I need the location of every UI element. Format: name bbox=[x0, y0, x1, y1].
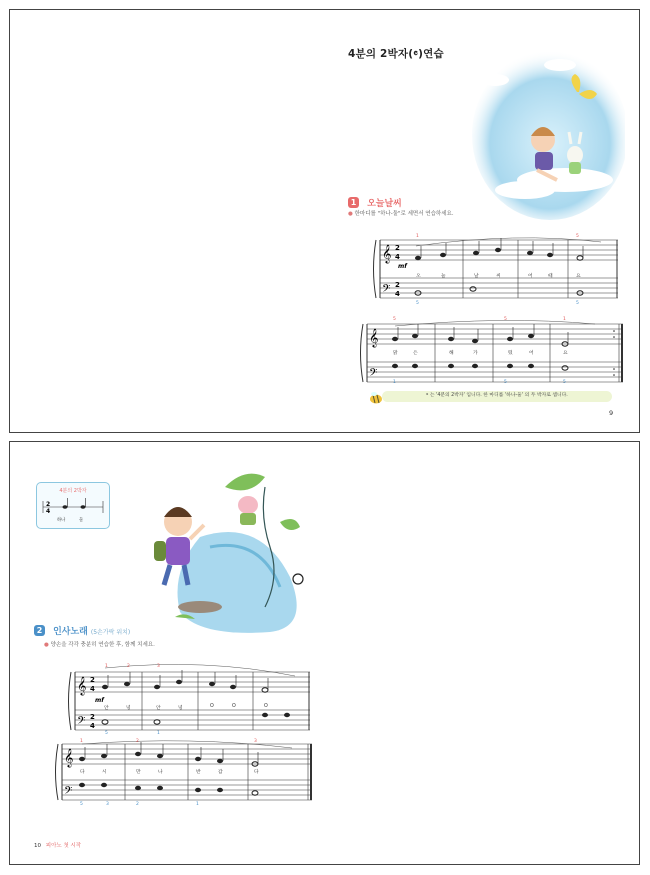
grand-staff-2 bbox=[50, 738, 320, 804]
lyric: 늘 bbox=[441, 274, 446, 279]
lyric: 때 bbox=[548, 274, 553, 279]
lyric: 반 bbox=[196, 770, 201, 775]
lyric: O bbox=[264, 704, 268, 709]
lyric: 다 bbox=[254, 770, 259, 775]
treble-clef-icon: 𝄞 bbox=[382, 244, 392, 263]
lyric: 시 bbox=[102, 770, 107, 775]
boy-waving-illustration bbox=[130, 467, 315, 637]
treble-clef-icon: 𝄞 bbox=[64, 748, 74, 767]
treble-clef-icon: 𝄞 bbox=[77, 676, 87, 695]
lyric: 갑 bbox=[218, 770, 223, 775]
finger-number: 5 bbox=[105, 731, 108, 736]
svg-text:2: 2 bbox=[395, 244, 400, 252]
kids-on-cloud-illustration bbox=[465, 40, 625, 220]
finger-number: 5 bbox=[393, 317, 396, 322]
lyric: 씨 bbox=[496, 274, 501, 279]
finger-number: 5 bbox=[504, 380, 507, 385]
time-signature-box bbox=[36, 482, 110, 529]
book-page-10 bbox=[9, 441, 640, 865]
lyric: 오 bbox=[416, 274, 421, 279]
box-title: 4분의 2박자 bbox=[59, 488, 87, 494]
lyric: 녕 bbox=[178, 706, 183, 711]
svg-text:2: 2 bbox=[46, 501, 51, 508]
count-word: 둘 bbox=[79, 518, 84, 523]
finger-number: 5 bbox=[416, 301, 419, 306]
finger-number: 3 bbox=[157, 664, 160, 669]
song-instruction: ● 양손을 각각 충분히 연습한 후, 함께 치세요. bbox=[44, 642, 155, 648]
svg-text:4: 4 bbox=[395, 253, 400, 261]
book-page-9 bbox=[9, 9, 640, 433]
lyric: O bbox=[210, 704, 214, 709]
lyric: 안 bbox=[104, 706, 109, 711]
finger-number: 3 bbox=[106, 802, 109, 807]
lyric: 만 bbox=[136, 770, 141, 775]
book-title: 피아노 첫 시작 bbox=[45, 843, 82, 849]
finger-number: 1 bbox=[393, 380, 396, 385]
grand-staff-1 bbox=[65, 662, 315, 734]
finger-number: 5 bbox=[576, 234, 579, 239]
lyric: 날 bbox=[474, 274, 479, 279]
finger-number: 1 bbox=[196, 802, 199, 807]
treble-clef-icon: 𝄞 bbox=[369, 328, 379, 347]
svg-text:2: 2 bbox=[395, 281, 400, 289]
lyric: 다 bbox=[80, 770, 85, 775]
song-heading bbox=[34, 620, 130, 639]
lyric: 떴 bbox=[508, 351, 513, 356]
lyric: 안 bbox=[156, 706, 161, 711]
finger-number: 2 bbox=[136, 802, 139, 807]
song-subtitle: (5손가락 위치) bbox=[90, 629, 131, 636]
time-signature-tip: 𝄴 는 '4분의 2박자' 입니다. 한 마디를 '하나-둘' 의 두 박자로 셉니다. bbox=[382, 391, 612, 402]
song-title: 인사노래 bbox=[53, 627, 88, 637]
finger-number: 1 bbox=[157, 731, 160, 736]
lyric: 나 bbox=[158, 770, 163, 775]
lyric: 녕 bbox=[126, 706, 131, 711]
bass-clef-icon: 𝄢 bbox=[77, 715, 86, 730]
bass-clef-icon: 𝄢 bbox=[382, 283, 391, 298]
finger-number: 5 bbox=[80, 802, 83, 807]
lyric: 요 bbox=[563, 351, 568, 356]
grand-staff-1 bbox=[368, 232, 618, 302]
lyric: 은 bbox=[413, 351, 418, 356]
svg-text:mf: mf bbox=[95, 697, 104, 704]
svg-text:4: 4 bbox=[46, 508, 51, 515]
finger-number: 1 bbox=[563, 317, 566, 322]
bass-clef-icon: 𝄢 bbox=[64, 785, 73, 800]
song-instruction: ● 한마디를 "하나-둘"로 세면서 연습하세요. bbox=[348, 211, 454, 217]
lyric: O bbox=[232, 704, 236, 709]
section-title: 4분의 2박자(𝄴)연습 bbox=[348, 48, 444, 60]
svg-text:4: 4 bbox=[395, 290, 400, 298]
svg-text:2: 2 bbox=[90, 713, 95, 721]
page-footer bbox=[34, 841, 81, 849]
lyric: 가 bbox=[473, 351, 478, 356]
page-number: 10 bbox=[34, 843, 41, 849]
finger-number: 1 bbox=[105, 664, 108, 669]
lyric: 요 bbox=[576, 274, 581, 279]
svg-text:4: 4 bbox=[90, 722, 95, 730]
finger-number: 2 bbox=[136, 739, 139, 744]
svg-text:2: 2 bbox=[90, 676, 95, 684]
finger-number: 2 bbox=[127, 664, 130, 669]
lyric: 어 bbox=[528, 274, 533, 279]
svg-text:mf: mf bbox=[398, 263, 407, 270]
song-number-badge: 2 bbox=[34, 625, 45, 636]
mini-staff bbox=[37, 496, 109, 518]
cupcake-icon: ● bbox=[348, 211, 353, 217]
lyric: 맑 bbox=[393, 351, 398, 356]
cupcake-icon: ● bbox=[44, 642, 49, 648]
lyric: 어 bbox=[529, 351, 534, 356]
finger-number: 1 bbox=[416, 234, 419, 239]
lyric: 해 bbox=[449, 351, 454, 356]
finger-number: 5 bbox=[504, 317, 507, 322]
finger-number: 5 bbox=[563, 380, 566, 385]
finger-number: 5 bbox=[576, 301, 579, 306]
finger-number: 1 bbox=[80, 739, 83, 744]
finger-number: 3 bbox=[254, 739, 257, 744]
count-word: 하나 bbox=[57, 518, 66, 523]
song-title: 오늘날씨 bbox=[367, 199, 402, 209]
song-number-badge: 1 bbox=[348, 197, 359, 208]
page-number: 9 bbox=[609, 409, 614, 417]
svg-text:4: 4 bbox=[90, 685, 95, 693]
bass-clef-icon: 𝄢 bbox=[369, 367, 378, 382]
